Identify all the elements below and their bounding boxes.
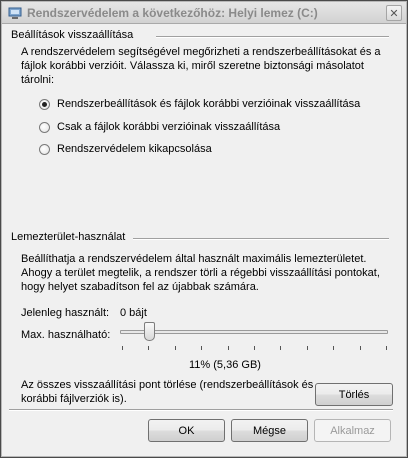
slider-tick — [122, 346, 123, 350]
slider-tick — [360, 346, 361, 350]
radio-option-restore-files[interactable] — [39, 120, 280, 134]
restore-settings-heading: Beállítások visszaállítása — [11, 29, 134, 41]
divider — [9, 409, 393, 411]
restore-settings-description: A rendszervédelem segítségével megőrizheti a rendszerbeállításokat és a fájlok korábbi verzióit. Válassza ki, miről szeretne biztonsági másolatot tárolni: — [21, 46, 381, 86]
title-bar[interactable] — [2, 2, 406, 24]
ok-button[interactable]: OK — [148, 419, 225, 442]
delete-description: Az összes visszaállítási pont törlése (rendszerbeállítások és korábbi fájlverziók is). — [21, 379, 314, 405]
radio-option-turn-off[interactable] — [39, 142, 212, 156]
slider-tick — [254, 346, 255, 350]
radio-label: Rendszerbeállítások és fájlok korábbi verzióinak visszaállítása — [57, 98, 361, 110]
radio-option-restore-all[interactable] — [39, 97, 360, 111]
current-usage-label: Jelenleg használt: — [21, 307, 110, 319]
radio-label: Rendszervédelem kikapcsolása — [57, 143, 212, 155]
max-usage-label: Max. használható: — [21, 329, 111, 341]
radio-button[interactable] — [39, 99, 50, 110]
max-usage-slider-thumb[interactable] — [144, 322, 155, 341]
delete-button[interactable]: Törlés — [315, 383, 393, 406]
close-icon: ✕ — [389, 7, 399, 20]
slider-value-text: 11% (5,36 GB) — [189, 359, 261, 371]
dialog-content — [9, 25, 399, 457]
divider — [133, 238, 389, 240]
radio-button[interactable] — [39, 144, 50, 155]
disk-usage-heading: Lemezterület-használat — [11, 231, 126, 243]
slider-tick — [228, 346, 229, 350]
window-title: Rendszervédelem a következőhöz: Helyi lemez (C:) — [27, 6, 318, 20]
slider-tick — [333, 346, 334, 350]
slider-tick — [386, 346, 387, 350]
radio-label: Csak a fájlok korábbi verzióinak visszaállítása — [57, 121, 281, 133]
close-button[interactable] — [386, 5, 402, 21]
max-usage-slider-track[interactable] — [120, 330, 388, 334]
slider-tick — [175, 346, 176, 350]
radio-button[interactable] — [39, 122, 50, 133]
current-usage-value: 0 bájt — [120, 307, 147, 319]
slider-tick — [307, 346, 308, 350]
cancel-button[interactable]: Mégse — [231, 419, 308, 442]
apply-button[interactable]: Alkalmaz — [314, 419, 391, 442]
divider — [156, 36, 389, 38]
slider-tick — [280, 346, 281, 350]
disk-usage-description: Beállíthatja a rendszervédelem által használt maximális lemezterületet. Ahogy a terület megtelik, a rendszer törli a régebbi visszaállítási pontokat, hogy helyet szabadítson fel az újabbak számára. — [21, 253, 380, 293]
system-protection-icon — [8, 6, 22, 20]
slider-tick — [148, 346, 149, 350]
slider-tick — [201, 346, 202, 350]
